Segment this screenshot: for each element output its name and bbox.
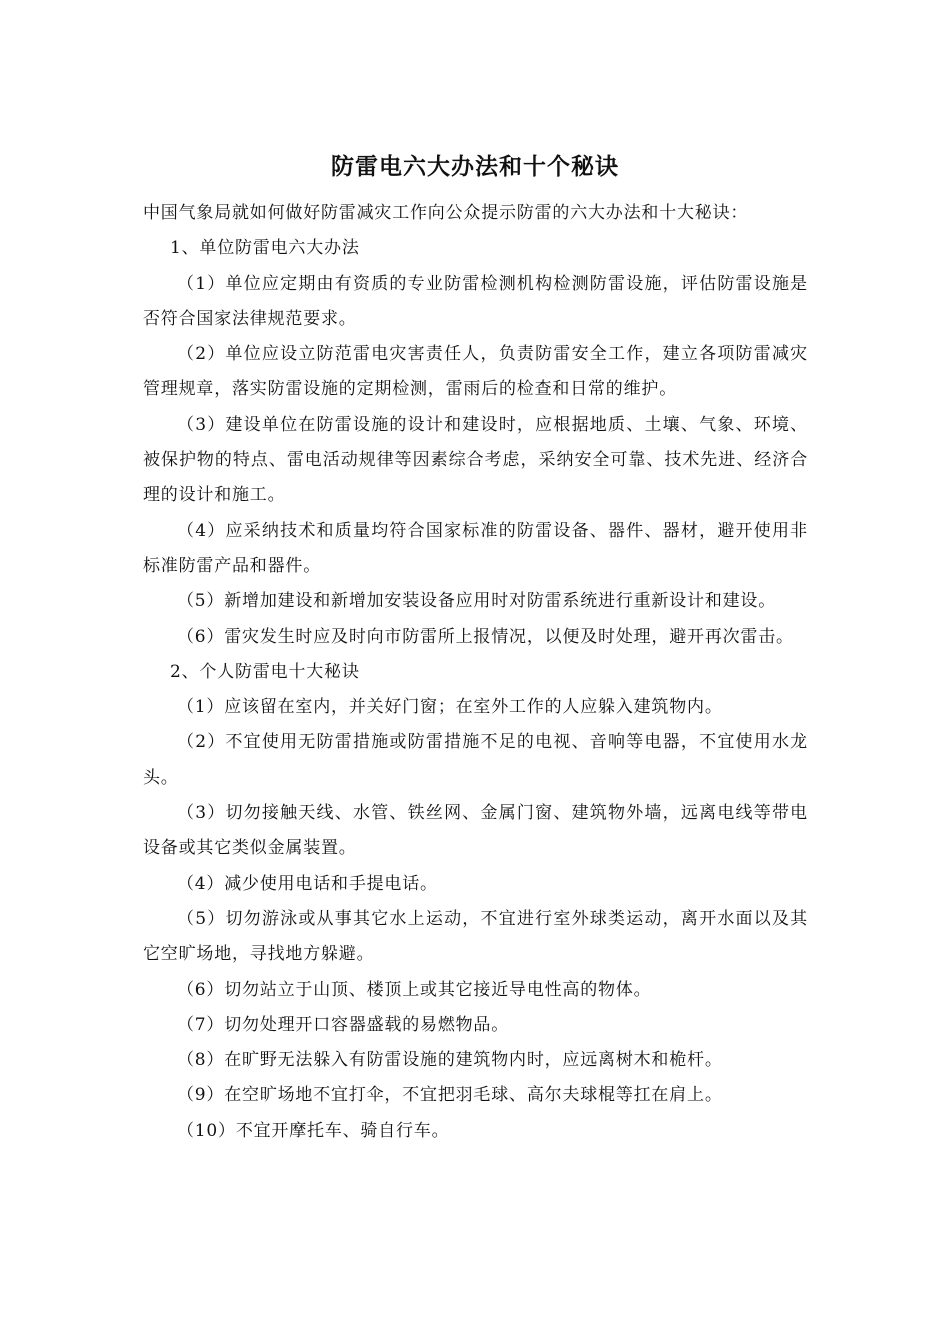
unit-measure-item: （3）建设单位在防雷设施的设计和建设时，应根据地质、土壤、气象、环境、被保护物的特点、雷电活动规律等因素综合考虑，采纳安全可靠、技术先进、经济合理的设计和施工。: [143, 414, 808, 506]
personal-tip-item: （4）减少使用电话和手提电话。: [177, 873, 438, 894]
unit-measure-item: （4）应采纳技术和质量均符合国家标准的防雷设备、器件、器材，避开使用非标准防雷产品和器件。: [143, 520, 808, 576]
section-heading-personal: 2、个人防雷电十大秘诀: [170, 661, 360, 682]
document-body: [143, 196, 808, 1149]
personal-tip-item: （1）应该留在室内，并关好门窗；在室外工作的人应躲入建筑物内。: [177, 697, 723, 718]
intro-paragraph: 中国气象局就如何做好防雷减灾工作向公众提示防雷的六大办法和十大秘诀：: [143, 203, 749, 223]
personal-tip-item: （2）不宜使用无防雷措施或防雷措施不足的电视、音响等电器，不宜使用水龙头。: [143, 732, 808, 788]
personal-tip-item: （8）在旷野无法躲入有防雷设施的建筑物内时，应远离树木和桅杆。: [177, 1050, 723, 1071]
personal-tip-item: （3）切勿接触天线、水管、铁丝网、金属门窗、建筑物外墙，远离电线等带电设备或其它类似金属装置。: [143, 803, 808, 859]
personal-tip-item: （10）不宜开摩托车、骑自行车。: [177, 1120, 450, 1141]
personal-tip-item: （7）切勿处理开口容器盛载的易燃物品。: [177, 1014, 510, 1035]
personal-tip-item: （5）切勿游泳或从事其它水上运动，不宜进行室外球类运动，离开水面以及其它空旷场地，寻找地方躲避。: [143, 908, 808, 965]
unit-measure-item: （5）新增加建设和新增加安装设备应用时对防雷系统进行重新设计和建设。: [177, 591, 777, 612]
document-title: 防雷电六大办法和十个秘诀: [331, 154, 619, 180]
unit-measure-item: （6）雷灾发生时应及时向市防雷所上报情况，以便及时处理，避开再次雷击。: [177, 626, 794, 647]
personal-tip-item: （6）切勿站立于山顶、楼顶上或其它接近导电性高的物体。: [177, 979, 652, 1000]
unit-measure-item: （1）单位应定期由有资质的专业防雷检测机构检测防雷设施，评估防雷设施是否符合国家法律规范要求。: [143, 273, 808, 329]
section-heading-unit: 1、单位防雷电六大办法: [170, 238, 360, 259]
unit-measure-item: （2）单位应设立防范雷电灾害责任人，负责防雷安全工作，建立各项防雷减灾管理规章，落实防雷设施的定期检测，雷雨后的检查和日常的维护。: [143, 344, 808, 400]
personal-tip-item: （9）在空旷场地不宜打伞，不宜把羽毛球、高尔夫球棍等扛在肩上。: [177, 1085, 723, 1106]
